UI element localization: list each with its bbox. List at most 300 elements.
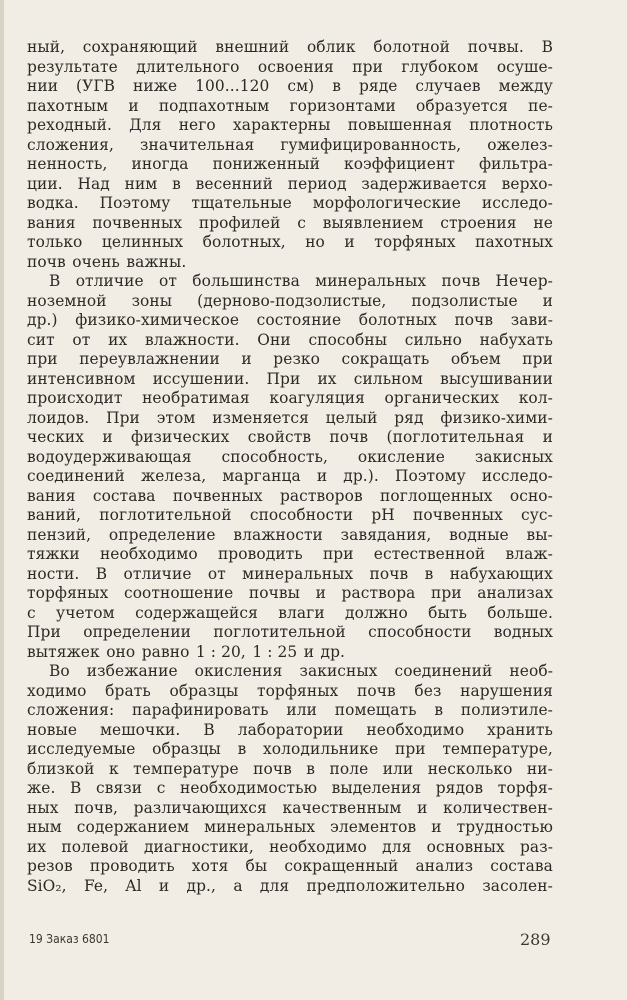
word: высушивании — [440, 369, 553, 388]
word: При — [266, 369, 301, 388]
word: влажности — [233, 525, 323, 544]
word: водных — [493, 623, 553, 641]
word: завядания, — [340, 525, 432, 544]
word: предположительно — [306, 876, 466, 895]
word: в — [434, 701, 444, 719]
text-line — [27, 526, 553, 546]
word: облик — [306, 38, 356, 56]
word: и — [241, 350, 252, 368]
word: их — [27, 837, 47, 856]
word: ваний, — [27, 506, 82, 524]
word: закисных — [474, 447, 553, 466]
text-line — [27, 487, 553, 507]
word: ожелез- — [487, 135, 553, 154]
word: сложения, — [27, 135, 114, 154]
word: объем — [450, 350, 501, 368]
word: проводить — [217, 545, 303, 563]
word: ряд — [394, 408, 424, 427]
word: рядов — [435, 779, 484, 797]
word: оно — [106, 642, 136, 661]
text-line — [27, 77, 553, 97]
word: сит — [27, 330, 55, 349]
word: подпахотным — [158, 96, 270, 115]
word: хранить — [487, 720, 553, 739]
word: сус- — [521, 506, 553, 524]
word: болотных, — [202, 233, 286, 251]
text-line — [27, 682, 553, 702]
word: раствора — [341, 584, 416, 602]
word: же. — [27, 779, 56, 797]
word: набухать — [479, 330, 553, 349]
printer-signature: 19 Заказ 6801 — [29, 932, 110, 946]
text-line — [27, 311, 553, 331]
word: горизонтами — [289, 96, 396, 115]
word: важны. — [126, 252, 187, 271]
word: поглощенных — [380, 486, 493, 505]
text-line — [27, 857, 553, 877]
word: весенний — [195, 174, 273, 193]
word: почв, — [74, 798, 118, 817]
word: Al — [125, 876, 142, 895]
word: ниже — [132, 77, 178, 95]
word: минеральных — [242, 564, 354, 583]
text-line — [27, 116, 553, 136]
word: водные — [449, 525, 509, 544]
word: др.) — [27, 311, 58, 329]
page-footer — [0, 930, 627, 954]
word: выявлением — [322, 213, 424, 232]
word: окисление — [357, 447, 446, 466]
word: образцы — [169, 681, 239, 700]
word: и — [542, 428, 553, 446]
word: болотной — [373, 38, 451, 56]
text-line — [27, 838, 553, 858]
word: Для — [129, 116, 162, 134]
word: ческих — [27, 428, 85, 446]
word: соединений — [394, 662, 493, 680]
word: и — [344, 233, 355, 251]
word: а — [233, 876, 243, 895]
word: водка. — [27, 194, 79, 212]
word: связи — [95, 779, 143, 797]
text-line — [27, 467, 553, 487]
page-number: 289 — [520, 930, 551, 949]
text-line — [27, 175, 553, 195]
word: вания — [27, 213, 76, 232]
word: способности — [368, 623, 472, 641]
word: внешний — [215, 38, 290, 56]
word: анализах — [477, 584, 553, 602]
word: от — [159, 272, 177, 290]
word: с — [156, 779, 166, 797]
word: и — [542, 291, 553, 310]
word: парафинировать — [132, 701, 269, 719]
word: полиэтиле- — [460, 701, 553, 719]
word: зоны — [131, 291, 173, 310]
word: их — [317, 369, 337, 388]
word: проводить — [89, 857, 175, 875]
word: зави- — [510, 311, 553, 329]
word: нарушения — [460, 681, 553, 700]
word: отличие — [75, 272, 144, 290]
word: в — [332, 77, 341, 95]
word: коагуляция — [269, 389, 365, 407]
body-text — [27, 38, 553, 896]
word: больше. — [487, 603, 553, 622]
text-line — [27, 292, 553, 312]
word: морфологические — [312, 194, 461, 212]
word: 1 : 25 — [252, 642, 298, 661]
text-line — [27, 604, 553, 624]
word: близкой — [27, 759, 95, 778]
word: анализ — [415, 857, 474, 875]
word: и — [158, 876, 170, 895]
word: при — [394, 740, 426, 758]
word: учетом — [56, 603, 115, 622]
word: ряде — [358, 77, 398, 95]
word: (УГВ — [76, 77, 116, 95]
word: для — [259, 876, 290, 895]
word: освоения — [257, 57, 334, 76]
word: при — [27, 350, 58, 368]
word: необходимо — [366, 720, 465, 739]
word: трудностью — [456, 818, 553, 836]
text-line — [27, 253, 553, 273]
word: или — [286, 701, 317, 719]
word: осно- — [509, 486, 553, 505]
word: и — [417, 798, 428, 817]
word: и — [315, 584, 326, 602]
word: почв — [329, 428, 369, 446]
word: соединений — [27, 467, 125, 485]
word: почв — [253, 759, 292, 778]
word: коэффициент — [343, 155, 455, 173]
word: торфяных — [374, 233, 456, 251]
word: состава — [92, 486, 156, 505]
word: В — [70, 779, 82, 797]
word: помещать — [334, 701, 417, 719]
word: почвы — [248, 584, 301, 602]
word: поглотительной — [213, 623, 346, 641]
text-line — [27, 623, 553, 643]
word: их — [108, 330, 128, 349]
word: содержащейся — [135, 603, 258, 622]
word: фильтра- — [478, 155, 553, 173]
word: торфяных — [256, 681, 339, 700]
word: только — [27, 233, 83, 251]
word: способности — [249, 506, 354, 524]
word: от — [72, 330, 91, 349]
word: длительного — [136, 57, 240, 76]
text-line — [27, 155, 553, 175]
text-line — [27, 233, 553, 253]
word: необратимая — [142, 389, 250, 407]
text-line — [27, 194, 553, 214]
text-line — [27, 214, 553, 234]
word: минеральных — [315, 272, 427, 290]
word: необходимо — [269, 837, 367, 856]
word: повышенная — [347, 116, 453, 134]
word: пахотных — [475, 233, 553, 251]
word: необходимостью — [179, 779, 318, 797]
word: большинства — [192, 272, 300, 290]
word: кол- — [518, 389, 553, 407]
word: иногда — [131, 155, 189, 173]
word: не — [533, 213, 553, 232]
word: количествен- — [443, 798, 553, 817]
word: почв — [356, 681, 396, 700]
word: между — [498, 77, 553, 95]
word: происходит — [27, 389, 123, 407]
word: пониженный — [212, 155, 320, 173]
word: бы — [245, 857, 268, 875]
word: почвенных — [172, 486, 263, 505]
word: в — [237, 740, 247, 758]
word: необходимо — [99, 545, 198, 563]
word: и — [128, 96, 139, 115]
word: Над — [77, 174, 110, 193]
word: Они — [257, 330, 291, 349]
word: ности. — [27, 564, 80, 583]
word: температуре, — [442, 740, 553, 758]
word: случаев — [415, 77, 481, 95]
word: влажности. — [144, 330, 240, 349]
word: от — [207, 564, 226, 583]
word: при — [431, 584, 462, 602]
word: В — [49, 272, 61, 290]
word: сильном — [353, 369, 423, 388]
text-line — [27, 331, 553, 351]
text-line — [27, 701, 553, 721]
word: др.). — [343, 467, 379, 485]
word: с — [27, 603, 36, 622]
word: интенсивном — [27, 369, 136, 388]
word: задерживается — [361, 174, 487, 193]
word: влаж- — [505, 545, 553, 563]
word: равно — [141, 642, 190, 661]
word: различающихся — [133, 798, 267, 817]
word: тщательные — [191, 194, 292, 212]
word: основных — [426, 837, 505, 856]
word: холодильнике — [263, 740, 379, 758]
text-line — [27, 136, 553, 156]
word: сокращенный — [284, 857, 399, 875]
word: способны — [308, 330, 388, 349]
word: поглотительной — [99, 506, 232, 524]
word: образцы — [152, 740, 221, 758]
word: лаборатории — [237, 720, 344, 739]
word: почв — [369, 564, 409, 583]
word: необ- — [509, 662, 553, 680]
word: почвенных — [413, 506, 503, 524]
word: вания — [27, 486, 76, 505]
word: торфяных — [27, 584, 109, 602]
word: характерны — [233, 116, 331, 134]
word: почв — [454, 311, 494, 329]
word: В — [95, 564, 108, 583]
word: резко — [273, 350, 321, 368]
word: торфя- — [497, 779, 553, 797]
word: полевой — [61, 837, 129, 856]
word: поле — [329, 759, 369, 778]
word: этом — [156, 408, 196, 427]
word: др., — [186, 876, 217, 895]
word: нии — [27, 77, 59, 95]
word: мешочки. — [99, 720, 181, 739]
text-line — [27, 643, 553, 663]
text-line — [27, 448, 553, 468]
word: SiO₂, — [27, 876, 67, 895]
word: плотность — [469, 116, 553, 134]
text-line — [27, 272, 553, 292]
word: без — [414, 681, 442, 700]
word: сильно — [404, 330, 462, 349]
word: естественной — [373, 545, 486, 563]
word: результате — [27, 57, 118, 76]
text-line — [27, 409, 553, 429]
word: При — [106, 408, 140, 427]
word: тяжки — [27, 545, 80, 563]
word: и — [316, 467, 328, 485]
word: при — [352, 57, 383, 76]
text-line — [27, 370, 553, 390]
word: в — [306, 759, 316, 778]
word: элементов — [330, 818, 417, 836]
word: пахотным — [27, 96, 109, 115]
word: пензий, — [27, 525, 92, 544]
word: ным — [27, 818, 62, 836]
word: марганца — [222, 467, 301, 485]
word: физико-хими- — [440, 408, 553, 427]
word: определение — [108, 525, 216, 544]
text-line — [27, 389, 553, 409]
word: изменяется — [212, 408, 309, 427]
word: глубоком — [401, 57, 479, 76]
word: отличие — [123, 564, 192, 583]
word: засолен- — [482, 876, 553, 895]
word: диагностики, — [143, 837, 254, 856]
word: качественным — [282, 798, 402, 817]
word: др. — [320, 642, 346, 661]
word: лоидов. — [27, 408, 90, 427]
word: ним — [124, 174, 158, 193]
word: состава — [490, 857, 553, 875]
word: хотя — [191, 857, 229, 875]
word: способность, — [221, 447, 328, 466]
word: органических — [384, 389, 500, 407]
word: образуется — [415, 96, 508, 115]
word: Fe, — [83, 876, 109, 895]
word: исследо- — [481, 194, 553, 212]
word: содержанием — [76, 818, 190, 836]
word: осуше- — [496, 57, 553, 76]
word: водоудерживающая — [27, 447, 192, 466]
word: почвы. — [467, 38, 524, 56]
word: при — [522, 350, 553, 368]
page-edge — [0, 0, 4, 1000]
word: (поглотительная — [386, 428, 525, 446]
text-line — [27, 662, 553, 682]
word: сложения: — [27, 701, 115, 719]
text-line — [27, 584, 553, 604]
word: почвенных — [92, 213, 183, 232]
word: почв — [441, 272, 481, 290]
word: сохраняющий — [82, 38, 198, 56]
text-line — [27, 740, 553, 760]
word: Нечер- — [495, 272, 553, 290]
word: несколько — [427, 759, 513, 778]
word: резов — [27, 857, 73, 875]
text-line — [27, 818, 553, 838]
word: растворов — [279, 486, 363, 505]
word: ный, — [27, 38, 66, 56]
word: значительная — [139, 135, 255, 154]
text-line — [27, 38, 553, 58]
word: и — [303, 642, 315, 661]
word: реходный. — [27, 116, 112, 134]
word: физических — [131, 428, 230, 446]
word: должно — [345, 603, 408, 622]
word: ни- — [526, 759, 553, 778]
text-line — [27, 97, 553, 117]
word: верхо- — [501, 174, 553, 193]
word: набухающих — [449, 564, 553, 583]
text-line — [27, 779, 553, 799]
word: него — [178, 116, 216, 134]
word: В — [541, 38, 553, 56]
word: и — [102, 428, 113, 446]
word: избежание — [86, 662, 178, 680]
word: выделения — [331, 779, 422, 797]
word: закисных — [299, 662, 378, 680]
word: вы- — [526, 525, 553, 544]
word: ных — [27, 798, 59, 817]
text-line — [27, 799, 553, 819]
word: в — [172, 174, 181, 193]
word: см) — [287, 77, 315, 95]
word: гумифицированность, — [280, 135, 462, 154]
word: почв — [27, 252, 66, 271]
text-line — [27, 565, 553, 585]
word: подзолистые — [411, 291, 518, 310]
word: при — [322, 545, 354, 563]
text-line — [27, 350, 553, 370]
word: целый — [325, 408, 378, 427]
word: влаги — [278, 603, 325, 622]
word: Поэтому — [394, 467, 466, 485]
word: пе- — [528, 96, 553, 115]
word: раз- — [519, 837, 553, 856]
word: исследо- — [481, 467, 553, 485]
word: соотношение — [123, 584, 234, 602]
word: новые — [27, 720, 78, 739]
text-line — [27, 428, 553, 448]
word: окисления — [194, 662, 283, 680]
word: 1 : 20, — [195, 642, 246, 661]
word: железа, — [140, 467, 207, 485]
word: к — [108, 759, 119, 778]
word: для — [382, 837, 412, 856]
word: очень — [72, 252, 120, 271]
word: исследуемые — [27, 740, 136, 758]
word: сокращать — [341, 350, 430, 368]
word: целинных — [101, 233, 184, 251]
word: Во — [49, 662, 70, 680]
word: При — [27, 623, 61, 641]
word: физико-химическое — [75, 311, 240, 329]
word: быть — [428, 603, 467, 622]
text-line — [27, 545, 553, 565]
